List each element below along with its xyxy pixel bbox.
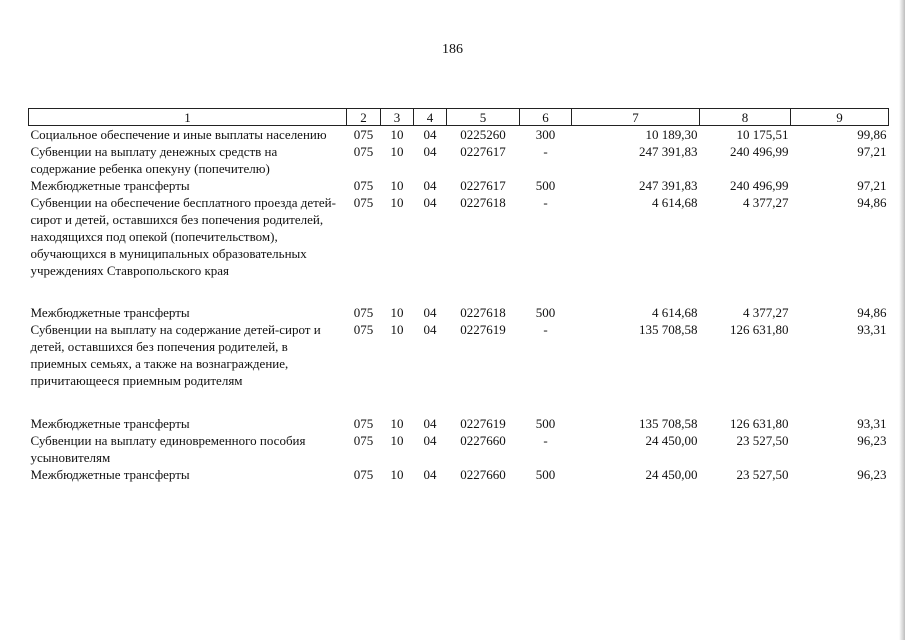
cell-planned: 10 189,30: [645, 127, 698, 142]
page-number: 186: [442, 42, 463, 57]
cell-ministry: 075: [353, 467, 374, 482]
cell-section: 10: [390, 305, 404, 320]
cell-actual: 240 496,99: [730, 144, 789, 159]
cell-ministry: 075: [353, 416, 374, 431]
cell-section: 10: [390, 416, 404, 431]
cell-subsection: 04: [423, 322, 437, 337]
cell-planned: 24 450,00: [645, 467, 698, 482]
cell-expense-type: -: [543, 144, 548, 159]
table-row: [29, 321, 889, 415]
cell-section: 10: [390, 467, 404, 482]
cell-planned: 135 708,58: [639, 322, 698, 337]
cell-ministry: 075: [353, 305, 374, 320]
cell-subsection: 04: [423, 127, 437, 142]
cell-section: 10: [390, 144, 404, 159]
cell-percent: 93,31: [857, 416, 887, 431]
cell-percent: 94,86: [857, 305, 887, 320]
cell-actual: 23 527,50: [736, 433, 789, 448]
header-cell: 5: [447, 109, 520, 126]
cell-planned: 4 614,68: [652, 195, 698, 210]
cell-expense-type: 500: [535, 305, 556, 320]
header-cell: 9: [791, 109, 889, 126]
row-name: Межбюджетные трансферты: [30, 467, 190, 482]
cell-subsection: 04: [423, 433, 437, 448]
cell-subsection: 04: [423, 195, 437, 210]
row-name: Социальное обеспечение и иные выплаты населению: [30, 127, 327, 142]
table-row: [29, 415, 889, 432]
cell-actual: 4 377,27: [743, 305, 789, 320]
header-row: [29, 109, 889, 126]
header-cell: 1: [29, 109, 347, 126]
cell-target: 0227617: [460, 144, 506, 159]
cell-actual: 4 377,27: [743, 195, 789, 210]
cell-planned: 24 450,00: [645, 433, 698, 448]
row-name: Субвенции на выплату на содержание детей-сирот и детей, оставшихся без попечения родителей, в приемных семьях, а также на вознаграждение, причитающееся приемным родителям: [30, 322, 321, 388]
budget-table: [28, 108, 889, 483]
table-row: [29, 177, 889, 194]
cell-actual: 126 631,80: [730, 322, 789, 337]
cell-section: 10: [390, 195, 404, 210]
row-name: Межбюджетные трансферты: [30, 178, 190, 193]
cell-ministry: 075: [353, 433, 374, 448]
cell-subsection: 04: [423, 144, 437, 159]
cell-actual: 126 631,80: [730, 416, 789, 431]
row-name: Субвенции на выплату единовременного пособия усыновителям: [30, 433, 306, 465]
header-cell: 3: [381, 109, 414, 126]
cell-expense-type: 500: [535, 467, 556, 482]
cell-subsection: 04: [423, 467, 437, 482]
cell-expense-type: -: [543, 433, 548, 448]
cell-ministry: 075: [353, 195, 374, 210]
cell-percent: 97,21: [857, 144, 887, 159]
cell-percent: 96,23: [857, 467, 887, 482]
cell-percent: 99,86: [857, 127, 887, 142]
cell-target: 0227617: [460, 178, 506, 193]
row-name: Межбюджетные трансферты: [30, 305, 190, 320]
cell-percent: 94,86: [857, 195, 887, 210]
cell-planned: 4 614,68: [652, 305, 698, 320]
header-cell: 8: [700, 109, 791, 126]
cell-subsection: 04: [423, 178, 437, 193]
cell-percent: 97,21: [857, 178, 887, 193]
table-row: [29, 432, 889, 466]
header-cell: 2: [347, 109, 381, 126]
cell-ministry: 075: [353, 144, 374, 159]
row-name: Субвенции на обеспечение бесплатного проезда детей-сирот и детей, оставшихся без попечения родителей, находящихся под опекой (попечительством), обучающихся в муниципальных образовательных учреждениях Ставропольского края: [30, 195, 336, 278]
cell-ministry: 075: [353, 127, 374, 142]
row-name: Субвенции на выплату денежных средств на содержание ребенка опекуну (попечителю): [30, 144, 278, 176]
cell-planned: 247 391,83: [639, 144, 698, 159]
cell-percent: 93,31: [857, 322, 887, 337]
cell-target: 0227618: [460, 305, 506, 320]
cell-section: 10: [390, 127, 404, 142]
cell-percent: 96,23: [857, 433, 887, 448]
header-cell: 6: [520, 109, 572, 126]
table-row: [29, 304, 889, 321]
table-row: [29, 194, 889, 304]
cell-expense-type: -: [543, 322, 548, 337]
table-row: [29, 143, 889, 177]
cell-expense-type: 300: [535, 127, 556, 142]
cell-actual: 240 496,99: [730, 178, 789, 193]
cell-section: 10: [390, 433, 404, 448]
cell-actual: 10 175,51: [736, 127, 789, 142]
cell-target: 0227660: [460, 467, 506, 482]
cell-section: 10: [390, 322, 404, 337]
cell-expense-type: 500: [535, 416, 556, 431]
cell-subsection: 04: [423, 416, 437, 431]
header-cell: 7: [572, 109, 700, 126]
header-cell: 4: [414, 109, 447, 126]
cell-ministry: 075: [353, 178, 374, 193]
cell-target: 0227619: [460, 416, 506, 431]
cell-subsection: 04: [423, 305, 437, 320]
cell-section: 10: [390, 178, 404, 193]
table-row: [29, 466, 889, 483]
cell-target: 0227619: [460, 322, 506, 337]
table-row: [29, 126, 889, 144]
cell-planned: 247 391,83: [639, 178, 698, 193]
cell-target: 0227660: [460, 433, 506, 448]
cell-target: 0225260: [460, 127, 506, 142]
row-name: Межбюджетные трансферты: [30, 416, 190, 431]
cell-expense-type: 500: [535, 178, 556, 193]
cell-actual: 23 527,50: [736, 467, 789, 482]
cell-expense-type: -: [543, 195, 548, 210]
cell-ministry: 075: [353, 322, 374, 337]
cell-target: 0227618: [460, 195, 506, 210]
cell-planned: 135 708,58: [639, 416, 698, 431]
page-edge-shadow: [899, 0, 905, 640]
